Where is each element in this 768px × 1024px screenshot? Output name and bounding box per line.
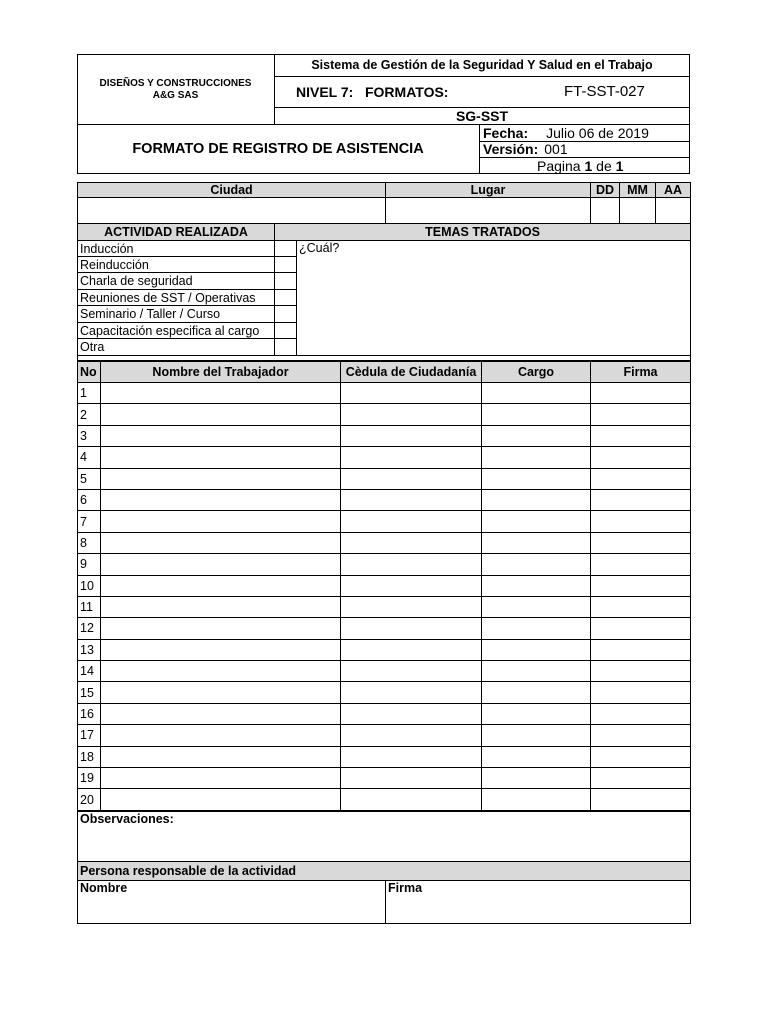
signature-field[interactable] [591, 447, 691, 468]
date-row [479, 124, 690, 141]
worker-name-field[interactable] [101, 768, 341, 789]
signature-field[interactable] [591, 639, 691, 660]
table-row [78, 404, 691, 425]
row-number: 1 [78, 383, 101, 404]
place-field[interactable] [386, 198, 591, 224]
signature-field[interactable] [591, 746, 691, 767]
activity-option-row [78, 241, 691, 257]
responsible-signature-field[interactable] [386, 880, 691, 923]
row-number: 7 [78, 511, 101, 532]
worker-name-field[interactable] [101, 746, 341, 767]
signature-field[interactable] [591, 661, 691, 682]
position-field[interactable] [482, 554, 591, 575]
activity-option-label: Capacitación especifica al cargo [78, 323, 275, 339]
row-number: 16 [78, 703, 101, 724]
table-row [78, 468, 691, 489]
date-value: Julio 06 de 2019 [546, 124, 649, 141]
activity-table [77, 182, 691, 361]
signature-field[interactable] [591, 682, 691, 703]
position-field[interactable] [482, 532, 591, 553]
worker-name-field[interactable] [101, 489, 341, 510]
row-number: 20 [78, 789, 101, 810]
id-card-field[interactable] [341, 425, 482, 446]
col-number: No [78, 362, 101, 383]
row-number: 12 [78, 618, 101, 639]
worker-name-field[interactable] [101, 618, 341, 639]
month-field[interactable] [620, 198, 656, 224]
worker-name-field[interactable] [101, 511, 341, 532]
table-row [78, 682, 691, 703]
position-field[interactable] [482, 682, 591, 703]
activity-option-check[interactable] [275, 306, 297, 323]
table-row [78, 639, 691, 660]
activity-option-label: Reuniones de SST / Operativas [78, 290, 275, 306]
signature-field[interactable] [591, 383, 691, 404]
row-number: 5 [78, 468, 101, 489]
activity-header-row [78, 224, 691, 241]
signature-field[interactable] [591, 554, 691, 575]
row-number: 17 [78, 725, 101, 746]
signature-field[interactable] [591, 768, 691, 789]
position-field[interactable] [482, 725, 591, 746]
signature-field[interactable] [591, 404, 691, 425]
observations-field[interactable] [78, 811, 691, 861]
attendance-form-sheet [77, 54, 690, 924]
row-number: 2 [78, 404, 101, 425]
observations-row [78, 811, 691, 861]
footer-table [77, 811, 691, 924]
row-number: 19 [78, 768, 101, 789]
worker-name-field[interactable] [101, 596, 341, 617]
position-field[interactable] [482, 596, 591, 617]
page-separator: de [596, 157, 612, 174]
id-card-field[interactable] [341, 575, 482, 596]
activity-option-check[interactable] [275, 290, 297, 306]
page-total: 1 [615, 157, 624, 174]
id-card-field[interactable] [341, 554, 482, 575]
table-row [78, 703, 691, 724]
year-field[interactable] [656, 198, 691, 224]
location-input-row [78, 198, 691, 224]
position-field[interactable] [482, 661, 591, 682]
signature-field[interactable] [591, 425, 691, 446]
signature-field[interactable] [591, 596, 691, 617]
position-field[interactable] [482, 447, 591, 468]
page-prefix: Pagina [537, 157, 581, 174]
position-field[interactable] [482, 383, 591, 404]
company-name-line2: A&G SAS [152, 89, 199, 101]
page-current: 1 [584, 157, 593, 174]
city-label: Ciudad [78, 183, 386, 198]
position-field[interactable] [482, 703, 591, 724]
row-number: 9 [78, 554, 101, 575]
row-number: 11 [78, 596, 101, 617]
row-number: 3 [78, 425, 101, 446]
responsible-header-row [78, 861, 691, 880]
signature-field[interactable] [591, 618, 691, 639]
worker-name-field[interactable] [101, 703, 341, 724]
row-number: 6 [78, 489, 101, 510]
position-field[interactable] [482, 489, 591, 510]
id-card-field[interactable] [341, 703, 482, 724]
year-label: AA [656, 183, 691, 198]
table-row [78, 789, 691, 810]
version-value: 001 [544, 141, 568, 157]
position-field[interactable] [482, 768, 591, 789]
worker-name-field[interactable] [101, 383, 341, 404]
activity-option-check[interactable] [275, 257, 297, 273]
responsible-name-label: Nombre [80, 880, 128, 895]
table-row [78, 489, 691, 510]
worker-name-field[interactable] [101, 789, 341, 810]
signature-field[interactable] [591, 511, 691, 532]
id-card-field[interactable] [341, 746, 482, 767]
row-number: 18 [78, 746, 101, 767]
id-card-field[interactable] [341, 383, 482, 404]
activity-option-check[interactable] [275, 323, 297, 339]
id-card-field[interactable] [341, 639, 482, 660]
table-row [78, 725, 691, 746]
signature-field[interactable] [591, 468, 691, 489]
activity-option-label: Charla de seguridad [78, 273, 275, 290]
activity-option-check[interactable] [275, 339, 297, 356]
table-row [78, 618, 691, 639]
system-title: Sistema de Gestión de la Seguridad Y Salud en el Trabajo [311, 58, 653, 72]
table-row [78, 532, 691, 553]
id-card-field[interactable] [341, 596, 482, 617]
id-card-field[interactable] [341, 725, 482, 746]
activity-option-label: Reinducción [78, 257, 275, 273]
version-row [479, 141, 690, 157]
id-card-field[interactable] [341, 532, 482, 553]
table-row [78, 447, 691, 468]
row-number: 10 [78, 575, 101, 596]
position-field[interactable] [482, 404, 591, 425]
position-field[interactable] [482, 639, 591, 660]
col-worker-name: Nombre del Trabajador [101, 362, 341, 383]
worker-name-field[interactable] [101, 425, 341, 446]
id-card-field[interactable] [341, 511, 482, 532]
table-row [78, 383, 691, 404]
table-row [78, 768, 691, 789]
company-name [77, 54, 274, 125]
worker-name-field[interactable] [101, 682, 341, 703]
signature-field[interactable] [591, 532, 691, 553]
worker-name-field[interactable] [101, 725, 341, 746]
table-row [78, 511, 691, 532]
worker-name-field[interactable] [101, 554, 341, 575]
row-number: 4 [78, 447, 101, 468]
id-card-field[interactable] [341, 789, 482, 810]
city-field[interactable] [78, 198, 386, 224]
table-row [78, 596, 691, 617]
worker-name-field[interactable] [101, 661, 341, 682]
id-card-field[interactable] [341, 468, 482, 489]
month-label: MM [620, 183, 656, 198]
company-name-line1: DISEÑOS Y CONSTRUCCIONES [99, 77, 252, 89]
activity-option-check[interactable] [275, 241, 297, 257]
position-field[interactable] [482, 511, 591, 532]
day-field[interactable] [591, 198, 620, 224]
level-label: NIVEL 7: FORMATOS: [296, 83, 449, 100]
place-label: Lugar [386, 183, 591, 198]
table-row [78, 746, 691, 767]
signature-field[interactable] [591, 575, 691, 596]
row-number: 14 [78, 661, 101, 682]
spacer-cell [78, 356, 691, 361]
id-card-field[interactable] [341, 489, 482, 510]
day-label: DD [591, 183, 620, 198]
table-row [78, 575, 691, 596]
id-card-field[interactable] [341, 661, 482, 682]
attendance-table [77, 361, 691, 811]
id-card-field[interactable] [341, 768, 482, 789]
attendance-header-row [78, 362, 691, 383]
responsible-label: Persona responsable de la actividad [78, 861, 691, 880]
format-code: FT-SST-027 [564, 83, 645, 100]
row-number: 8 [78, 532, 101, 553]
worker-name-field[interactable] [101, 468, 341, 489]
signature-field[interactable] [591, 789, 691, 810]
position-field[interactable] [482, 468, 591, 489]
signature-field[interactable] [591, 725, 691, 746]
form-title: FORMATO DE REGISTRO DE ASISTENCIA [132, 141, 424, 157]
activity-option-check[interactable] [275, 273, 297, 290]
version-label: Versión: [483, 141, 539, 157]
id-card-field[interactable] [341, 618, 482, 639]
table-row [78, 425, 691, 446]
position-field[interactable] [482, 425, 591, 446]
position-field[interactable] [482, 575, 591, 596]
position-field[interactable] [482, 618, 591, 639]
col-position: Cargo [482, 362, 591, 383]
observations-label: Observaciones: [80, 811, 174, 826]
id-card-field[interactable] [341, 404, 482, 425]
activity-option-label: Otra [78, 339, 275, 356]
worker-name-field[interactable] [101, 575, 341, 596]
worker-name-field[interactable] [101, 447, 341, 468]
attendance-body [78, 383, 691, 811]
table-row [78, 554, 691, 575]
which-label: ¿Cuál? [299, 241, 340, 255]
position-field[interactable] [482, 746, 591, 767]
signature-field[interactable] [591, 703, 691, 724]
worker-name-field[interactable] [101, 639, 341, 660]
activity-header: ACTIVIDAD REALIZADA [78, 224, 275, 241]
id-card-field[interactable] [341, 682, 482, 703]
form-header [77, 54, 690, 174]
row-number: 15 [78, 682, 101, 703]
id-card-field[interactable] [341, 447, 482, 468]
topics-field[interactable] [297, 241, 691, 356]
row-number: 13 [78, 639, 101, 660]
page-row [479, 157, 690, 174]
responsible-signature-label: Firma [388, 880, 423, 895]
col-signature: Firma [591, 362, 691, 383]
activity-option-label: Inducción [78, 241, 275, 257]
worker-name-field[interactable] [101, 532, 341, 553]
position-field[interactable] [482, 789, 591, 810]
responsible-row [78, 880, 691, 923]
spacer-row [78, 356, 691, 361]
responsible-name-field[interactable] [78, 880, 386, 923]
col-id-card: Cèdula de Ciudadanía [341, 362, 482, 383]
activity-option-label: Seminario / Taller / Curso [78, 306, 275, 323]
location-header-row [78, 183, 691, 198]
worker-name-field[interactable] [101, 404, 341, 425]
table-row [78, 661, 691, 682]
signature-field[interactable] [591, 489, 691, 510]
date-label: Fecha: [483, 124, 529, 141]
topics-header: TEMAS TRATADOS [275, 224, 691, 241]
program-name: SG-SST [455, 107, 509, 124]
